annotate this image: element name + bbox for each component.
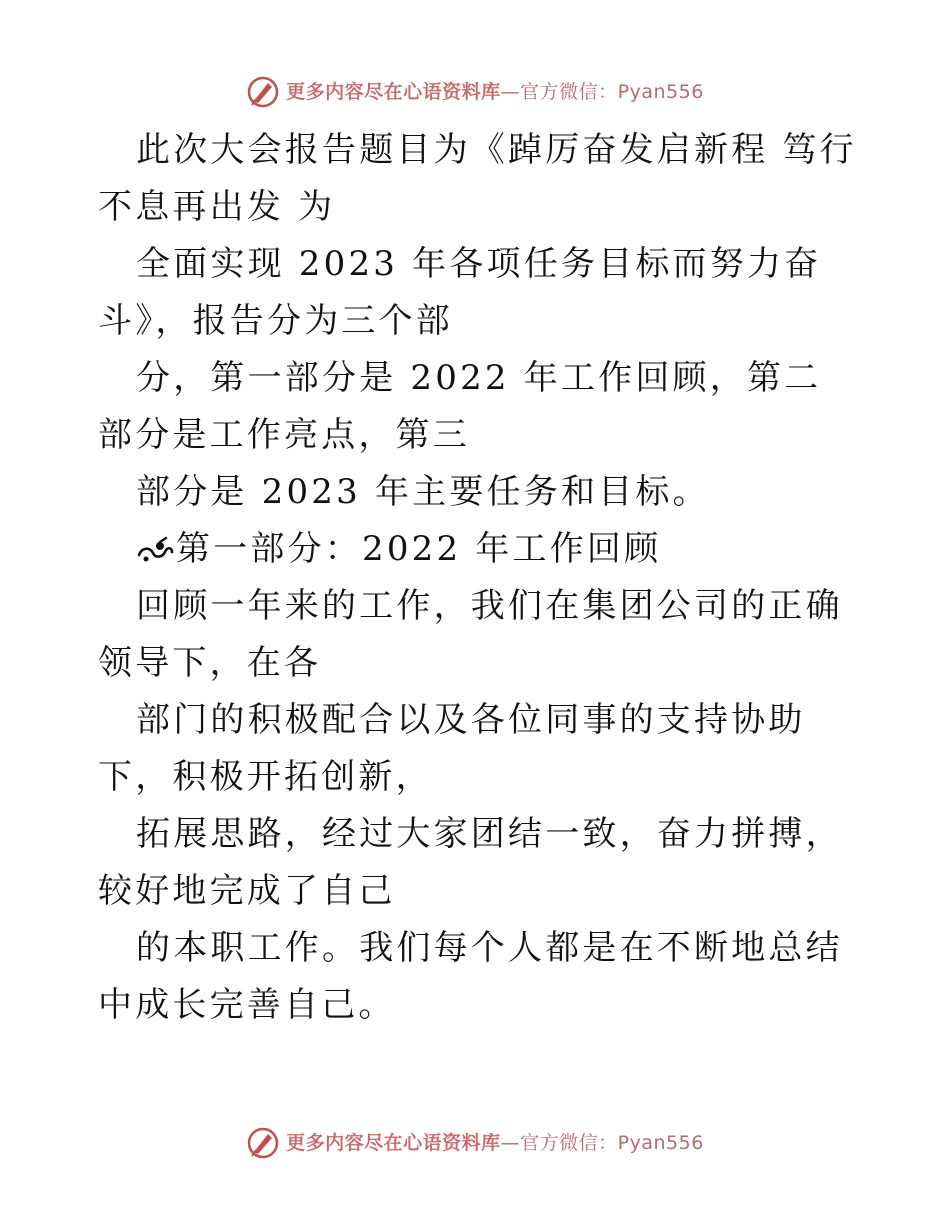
watermark-sub-text: —官方微信：Pyan556 xyxy=(500,81,704,103)
paragraph-4: 部分是 2023 年主要任务和目标。 xyxy=(136,472,710,512)
watermark-main-text: 更多内容尽在心语资料库 xyxy=(286,1132,501,1154)
quill-logo-icon xyxy=(246,1126,280,1160)
watermark-sub-text: —官方微信：Pyan556 xyxy=(500,1132,704,1154)
quill-logo-icon xyxy=(246,75,280,109)
paragraph-3: 分，第一部分是 2022 年工作回顾，第二部分是工作亮点，第三 xyxy=(98,358,822,455)
footer-watermark xyxy=(0,1126,950,1160)
paragraph-1: 此次大会报告题目为《踔厉奋发启新程 笃行不息再出发 为 xyxy=(98,130,857,227)
section-heading-text: 第一部分：2022 年工作回顾 xyxy=(176,529,662,569)
ornament-bullet-icon xyxy=(136,535,174,565)
header-watermark xyxy=(0,75,950,109)
paragraph-8: 的本职工作。我们每个人都是在不断地总结中成长完善自己。 xyxy=(98,928,843,1025)
document-body xyxy=(98,122,858,1034)
paragraph-5: 回顾一年来的工作，我们在集团公司的正确领导下，在各 xyxy=(98,586,843,683)
section-heading xyxy=(98,521,858,578)
paragraph-6: 部门的积极配合以及各位同事的支持协助下，积极开拓创新， xyxy=(98,700,806,797)
paragraph-7: 拓展思路，经过大家团结一致，奋力拼搏，较好地完成了自己 xyxy=(98,814,843,911)
paragraph-2: 全面实现 2023 年各项任务目标而努力奋斗》，报告分为三个部 xyxy=(98,244,822,341)
watermark-main-text: 更多内容尽在心语资料库 xyxy=(286,81,501,103)
